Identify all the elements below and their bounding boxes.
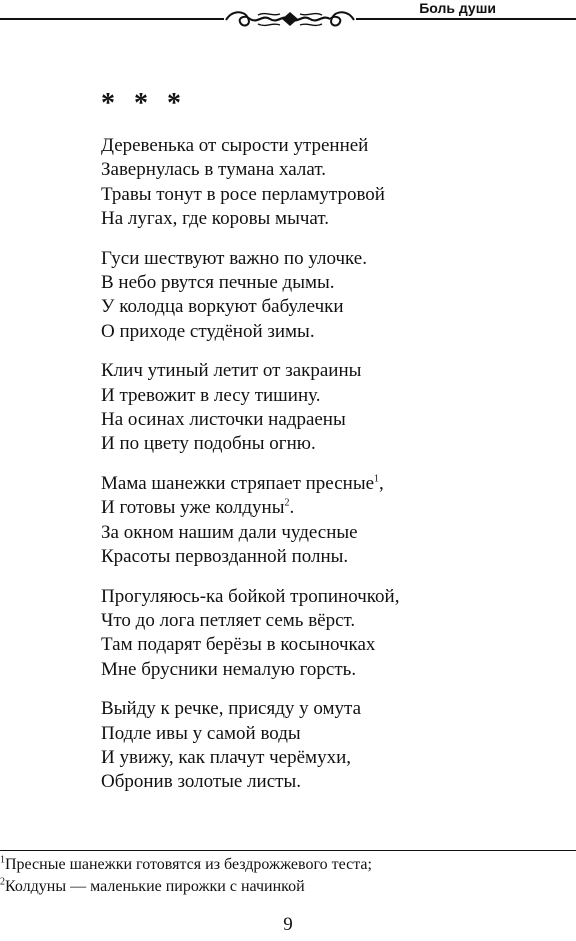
poem-line: На осинах листочки надраены bbox=[101, 409, 346, 431]
poem-line: Что до лога петляет семь вёрст. bbox=[101, 609, 356, 631]
page-number: 9 bbox=[283, 914, 293, 935]
footnote-reference: 1 bbox=[374, 473, 380, 485]
stanza bbox=[101, 247, 561, 345]
poem-line: В небо рвутся печные дымы. bbox=[101, 272, 335, 294]
poem-line: Мама шанежки стряпает пресные$^1$, bbox=[101, 472, 384, 494]
poem-line: Подле ивы у самой воды bbox=[101, 722, 301, 744]
poem-line: Клич утиный летит от закраины bbox=[101, 360, 362, 382]
poem-line: И готовы уже колдуны$^2$. bbox=[101, 497, 295, 519]
footnote-1: $^1$Пресные шанежки готовятся из бездрожжевого теста; bbox=[0, 854, 372, 873]
poem-line: Завернулась в тумана халат. bbox=[101, 159, 326, 181]
poem-line: Выйду к речке, присяду у омута bbox=[101, 698, 362, 720]
footnote-divider bbox=[0, 850, 576, 851]
flourish-ornament-icon bbox=[222, 6, 358, 34]
poem-line: У колодца воркуют бабулечки bbox=[101, 296, 344, 318]
footnote-mark: 1 bbox=[0, 854, 5, 866]
poem-line: Травы тонут в росе перламутровой bbox=[101, 183, 385, 205]
stanza bbox=[101, 359, 561, 457]
stanza bbox=[101, 585, 561, 683]
poem-line: О приходе студёной зимы. bbox=[101, 320, 315, 342]
stanza bbox=[101, 472, 561, 570]
footnotes bbox=[0, 854, 576, 898]
stanza bbox=[101, 697, 561, 795]
poem-line: И тревожит в лесу тишину. bbox=[101, 384, 321, 406]
running-header bbox=[0, 0, 576, 40]
poem-line: И по цвету подобны огню. bbox=[101, 433, 316, 455]
footnote-reference: 2 bbox=[284, 497, 290, 509]
poem-line: Обронив золотые листы. bbox=[101, 771, 301, 793]
poem-line: Прогуляюсь-ка бойкой тропиночкой, bbox=[101, 585, 400, 607]
poem-line: На лугах, где коровы мычат. bbox=[101, 208, 329, 230]
footnote-2: $^2$Колдуны — маленькие пирожки с начинкой bbox=[0, 876, 305, 895]
poem-line: Мне брусники немалую горсть. bbox=[101, 658, 357, 680]
poem-line: За окном нашим дали чудесные bbox=[101, 521, 358, 543]
poem-line: Деревенька от сырости утренней bbox=[101, 135, 369, 156]
poem bbox=[101, 90, 561, 810]
poem-line: И увижу, как плачут черёмухи, bbox=[101, 746, 351, 768]
footnote-mark: 2 bbox=[0, 876, 5, 888]
stanza bbox=[101, 134, 561, 232]
running-title: Боль души bbox=[415, 0, 500, 17]
poem-line: Гуси шествуют важно по улочке. bbox=[101, 247, 367, 269]
poem-line: Красоты первозданной полны. bbox=[101, 546, 349, 568]
poem-line: Там подарят берёзы в косыночках bbox=[101, 634, 376, 656]
poem-separator: * * * bbox=[101, 88, 187, 119]
